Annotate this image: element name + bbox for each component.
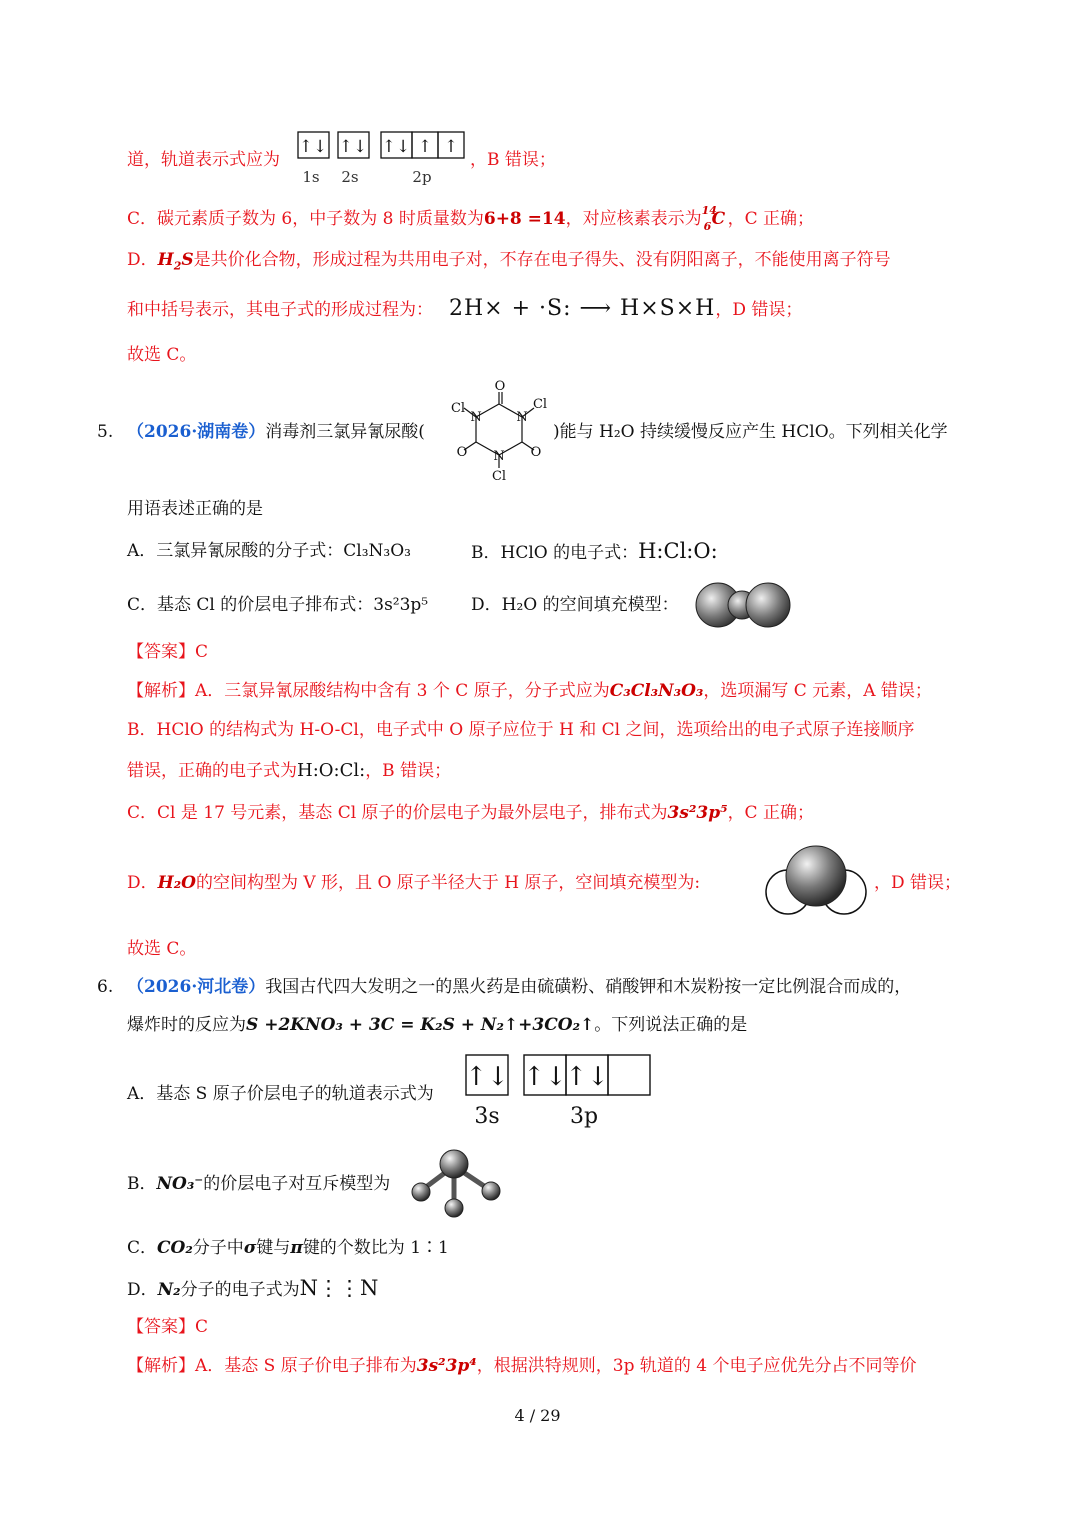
q4-d-line: D．$H_2S$是共价化合物，形成过程为共用电子对，不存在电子得失、没有阴阳离子，不能使用离子符号 [127,250,891,273]
q5-analysis-c: C．Cl 是 17 号元素，基态 Cl 原子的价层电子为最外层电子，排布式为3s²3p⁵，C 正确； [127,803,814,823]
svg-text:N: N [493,449,505,464]
q5-analysis-a: 【解析】A．三氯异氰尿酸结构中含有 3 个 C 原子，分子式应为C₃Cl₃N₃O₃，选项漏写 C 元素，A 错误； [127,681,932,701]
q5-analysis-b1: B．HClO 的结构式为 H-O-Cl，电子式中 O 原子应位于 H 和 Cl 之间，选项给出的电子式原子连接顺序 [127,720,915,740]
box-2p-1: ↑↓ [381,137,411,157]
q5-analysis-d-end: ，D 错误； [874,873,962,893]
box-3s: ↑↓ [465,1062,509,1092]
q6-stem1: （2026·河北卷）我国古代四大发明之一的黑火药是由硫磺粉、硝酸钾和木炭粉按一定比例混合而成的， [127,977,912,997]
svg-text:O: O [530,445,542,460]
q6-analysis-a: 【解析】A．基态 S 原子价电子排布为3s²3p⁴，根据洪特规则，3p 轨道的 4 个电子应优先分占不同等价 [127,1356,917,1376]
box-2p-3: ↑ [443,137,459,157]
label-2p: 2p [412,168,432,186]
q6-option-c: C．CO₂分子中σ键与π键的个数比为 1∶1 [127,1238,449,1258]
q6-number: 6. [97,977,114,997]
q5-analysis-b2: 错误，正确的电子式为H:O:Cl:，B 错误； [127,760,452,781]
q6-option-a: A．基态 S 原子价层电子的轨道表示式为 [127,1084,434,1104]
q6-option-b: B．NO₃⁻的价层电子对互斥模型为 [127,1174,391,1194]
svg-text:Cl: Cl [532,397,548,412]
svg-text:N: N [470,410,482,425]
q5-option-b: B．HClO 的电子式：H:Cl:O: [471,539,718,563]
box-3p-2: ↑↓ [565,1062,609,1092]
q5-option-a: A．三氯异氰尿酸的分子式：Cl₃N₃O₃ [127,541,411,561]
h2o-space-filling-model-bent [762,842,870,918]
box-2p-2: ↑ [417,137,433,157]
svg-text:O: O [494,379,506,394]
q5-stem-line2: 用语表述正确的是 [127,499,263,519]
trichloroisocyanuric-acid-structure [444,378,554,484]
q6-answer: 【答案】C [127,1317,209,1337]
orbital-diagram-3s3p [464,1053,654,1133]
svg-text:Cl: Cl [450,401,466,416]
q5-conclusion: 故选 C。 [127,939,197,959]
q5-stem: （2026·湖南卷）消毒剂三氯异氰尿酸( [127,422,425,442]
q4-d-line2: 和中括号表示，其电子式的形成过程为： 2H× + ·S: ⟶ H×S×H，D 错误； [127,296,803,321]
box-3p-1: ↑↓ [523,1062,567,1092]
svg-text:O: O [456,445,468,460]
label-1s: 1s [302,168,320,186]
q5-analysis-d: D．H₂O的空间构型为 V 形，且 O 原子半径大于 H 原子，空间填充模型为: [127,873,701,893]
h2s-formation-equation: 2H× + ·S: ⟶ H×S×H [449,296,716,321]
q5-option-c: C．基态 Cl 的价层电子排布式：3s²3p⁵ [127,595,429,615]
h2o-space-filling-model-linear [693,580,795,632]
box-1s: ↑↓ [298,137,328,157]
label-3p: 3p [569,1104,599,1129]
q5-number: 5. [97,422,114,442]
q5-option-d: D．H₂O 的空间填充模型： [471,595,679,615]
svg-text:Cl: Cl [491,469,507,484]
page-number: 4 / 29 [514,1406,561,1425]
q5-stem-post: )能与 H₂O 持续缓慢反应产生 HClO。下列相关化学 [553,422,948,442]
q4-b-suffix: ，B 错误； [470,150,556,170]
box-2s: ↑↓ [338,137,368,157]
trigonal-planar-vsepr-model [408,1144,504,1220]
q6-option-d: D．N₂分子的电子式为N⋮⋮N [127,1276,379,1300]
q4-b-line: 道，轨道表示式应为 [127,150,280,170]
label-2s: 2s [341,168,359,186]
q4-c-line: C．碳元素质子数为 6，中子数为 8 时质量数为6+8 =14，对应核素表示为 14 6 C ，C 正确； [127,204,815,233]
q4-conclusion: 故选 C。 [127,345,197,365]
svg-text:N: N [516,410,528,425]
orbital-diagram-1s2s2p [297,130,469,188]
q6-stem2: 爆炸时的反应为S +2KNO₃ + 3C = K₂S + N₂↑+3CO₂↑。下列说法正确的是 [127,1015,748,1035]
q5-answer: 【答案】C [127,642,209,662]
label-3s: 3s [474,1104,500,1129]
